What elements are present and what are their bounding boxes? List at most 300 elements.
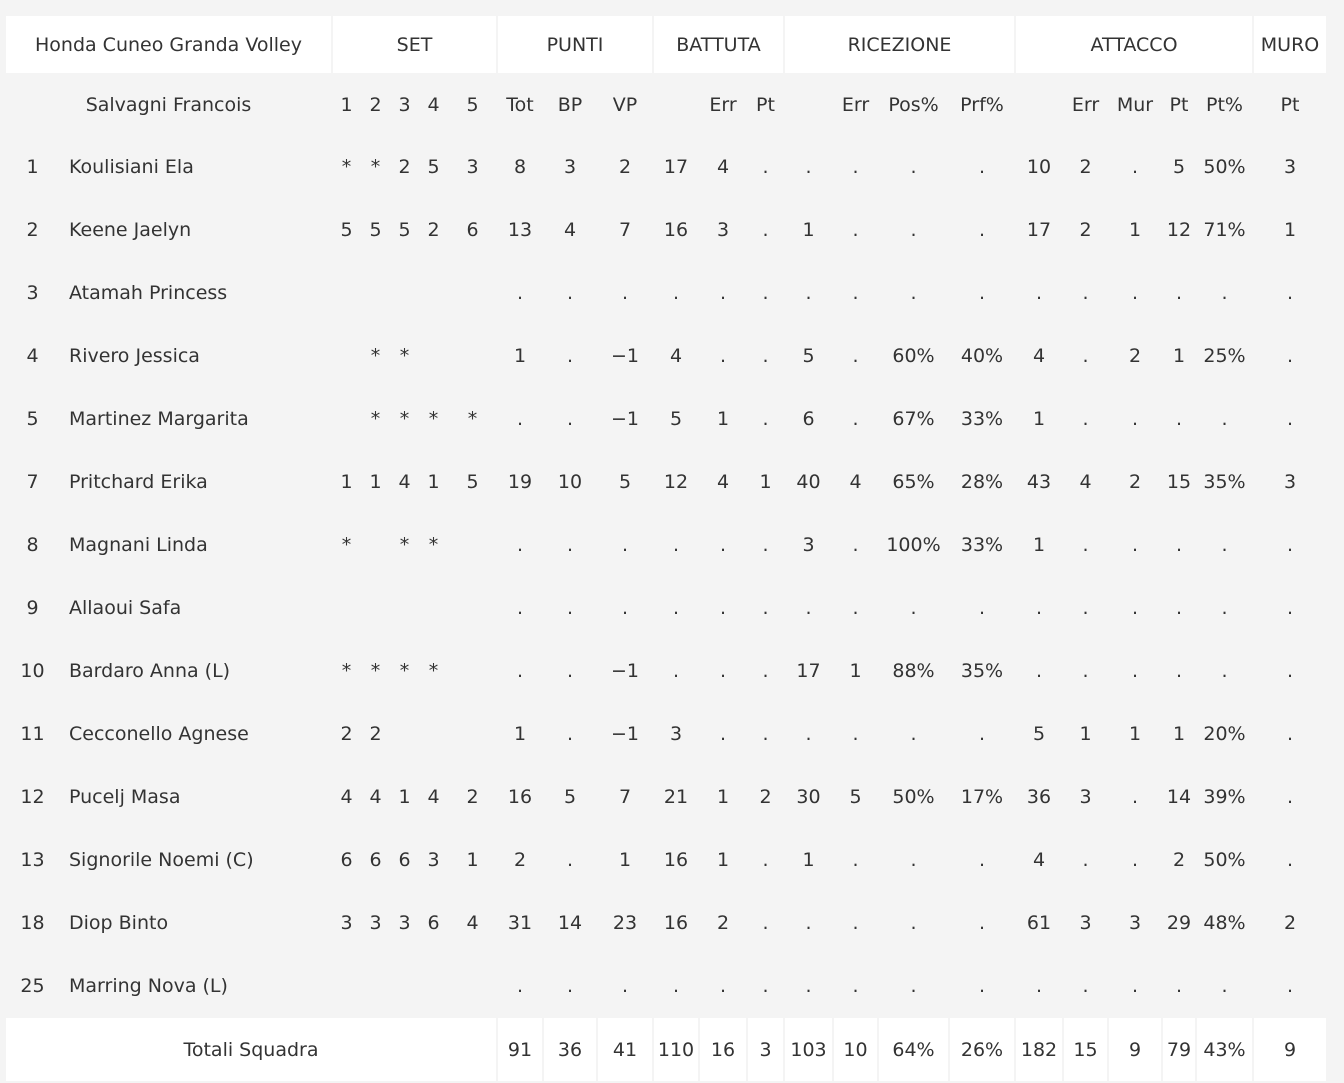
- stat-cell: .: [498, 262, 542, 323]
- stat-cell: 5: [449, 451, 496, 512]
- totals-cell: 110: [654, 1018, 698, 1081]
- sub-header-cell: Pt%: [1197, 75, 1252, 134]
- stat-cell: 2: [1163, 829, 1195, 890]
- player-number: 7: [6, 451, 59, 512]
- group-header-set: SET: [333, 16, 496, 73]
- player-number: 13: [6, 829, 59, 890]
- stat-cell: .: [785, 577, 832, 638]
- sub-header-cell: 3: [391, 75, 418, 134]
- sub-header-cell: Tot: [498, 75, 542, 134]
- player-name: Koulisiani Ela: [61, 136, 331, 197]
- stat-cell: .: [879, 577, 948, 638]
- player-number: 9: [6, 577, 59, 638]
- player-row: [6, 451, 1326, 512]
- totals-cell: 10: [834, 1018, 877, 1081]
- stat-cell: 2: [1109, 451, 1161, 512]
- stat-cell: .: [1254, 640, 1326, 701]
- stat-cell: .: [834, 892, 877, 953]
- stat-cell: −1: [598, 703, 652, 764]
- stat-cell: .: [700, 514, 746, 575]
- player-row: [6, 829, 1326, 890]
- stat-cell: 39%: [1197, 766, 1252, 827]
- stat-cell: 7: [598, 199, 652, 260]
- totals-cell: 43%: [1197, 1018, 1252, 1081]
- stat-cell: .: [544, 262, 596, 323]
- stat-cell: .: [834, 955, 877, 1016]
- stat-cell: 14: [1163, 766, 1195, 827]
- stat-cell: .: [748, 955, 783, 1016]
- player-number: 18: [6, 892, 59, 953]
- stat-cell: .: [1254, 388, 1326, 449]
- stat-cell: .: [834, 199, 877, 260]
- stat-cell: .: [785, 703, 832, 764]
- stat-cell: *: [362, 136, 389, 197]
- stat-cell: 1: [1016, 388, 1062, 449]
- player-row: [6, 892, 1326, 953]
- stat-cell: 1: [1163, 703, 1195, 764]
- stat-cell: .: [1163, 640, 1195, 701]
- stat-cell: .: [498, 514, 542, 575]
- stat-cell: [391, 955, 418, 1016]
- stat-cell: [333, 577, 360, 638]
- stat-cell: [420, 325, 447, 386]
- stat-cell: 10: [1016, 136, 1062, 197]
- stat-cell: .: [1163, 955, 1195, 1016]
- sub-header-cell: 2: [362, 75, 389, 134]
- stat-cell: .: [950, 577, 1014, 638]
- stat-cell: [449, 703, 496, 764]
- stat-cell: .: [1254, 577, 1326, 638]
- stat-cell: .: [1254, 955, 1326, 1016]
- group-header-attacco: ATTACCO: [1016, 16, 1252, 73]
- player-row: [6, 325, 1326, 386]
- stat-cell: 3: [420, 829, 447, 890]
- stat-cell: 17%: [950, 766, 1014, 827]
- player-name: Allaoui Safa: [61, 577, 331, 638]
- stat-cell: *: [391, 325, 418, 386]
- player-name: Atamah Princess: [61, 262, 331, 323]
- stat-cell: 60%: [879, 325, 948, 386]
- stat-cell: .: [1197, 577, 1252, 638]
- stat-cell: .: [1064, 829, 1107, 890]
- player-name: Magnani Linda: [61, 514, 331, 575]
- player-row: [6, 199, 1326, 260]
- stat-cell: .: [950, 955, 1014, 1016]
- stat-cell: 50%: [879, 766, 948, 827]
- stat-cell: .: [654, 640, 698, 701]
- stats-table: [4, 14, 1328, 1083]
- sub-header-cell: Err: [700, 75, 746, 134]
- stat-cell: *: [362, 325, 389, 386]
- stat-cell: 6: [362, 829, 389, 890]
- player-number: 11: [6, 703, 59, 764]
- stat-cell: *: [449, 388, 496, 449]
- stat-cell: 6: [333, 829, 360, 890]
- stat-cell: .: [1254, 829, 1326, 890]
- stat-cell: *: [333, 514, 360, 575]
- stat-cell: .: [1109, 262, 1161, 323]
- stat-cell: .: [879, 955, 948, 1016]
- stat-cell: .: [879, 262, 948, 323]
- stat-cell: .: [1163, 577, 1195, 638]
- stat-cell: .: [654, 955, 698, 1016]
- stat-cell: 16: [654, 829, 698, 890]
- stat-cell: .: [879, 703, 948, 764]
- stat-cell: .: [700, 262, 746, 323]
- stat-cell: *: [333, 640, 360, 701]
- stat-cell: .: [1109, 577, 1161, 638]
- stat-cell: 5: [420, 136, 447, 197]
- player-row: [6, 703, 1326, 764]
- stat-cell: 1: [333, 451, 360, 512]
- stat-cell: [420, 577, 447, 638]
- stat-cell: .: [598, 955, 652, 1016]
- totals-cell: 91: [498, 1018, 542, 1081]
- stat-cell: 5: [785, 325, 832, 386]
- stat-cell: *: [333, 136, 360, 197]
- stat-cell: .: [1016, 640, 1062, 701]
- stat-cell: 16: [654, 199, 698, 260]
- coach-name: Salvagni Francois: [6, 75, 331, 134]
- stat-cell: *: [420, 640, 447, 701]
- stat-cell: .: [654, 577, 698, 638]
- stat-cell: .: [834, 136, 877, 197]
- totals-cell: 36: [544, 1018, 596, 1081]
- stat-cell: .: [1064, 514, 1107, 575]
- stat-cell: [391, 262, 418, 323]
- stat-cell: *: [362, 640, 389, 701]
- stat-cell: 1: [420, 451, 447, 512]
- stat-cell: .: [544, 829, 596, 890]
- stat-cell: 2: [333, 703, 360, 764]
- stat-cell: 50%: [1197, 829, 1252, 890]
- stat-cell: 88%: [879, 640, 948, 701]
- stat-cell: .: [1109, 388, 1161, 449]
- stat-cell: .: [1163, 514, 1195, 575]
- totals-cell: 16: [700, 1018, 746, 1081]
- stat-cell: .: [950, 199, 1014, 260]
- stat-cell: [449, 577, 496, 638]
- stat-cell: 13: [498, 199, 542, 260]
- stat-cell: .: [879, 199, 948, 260]
- stat-cell: −1: [598, 388, 652, 449]
- stat-cell: 4: [420, 766, 447, 827]
- stat-cell: 12: [1163, 199, 1195, 260]
- player-row: [6, 766, 1326, 827]
- stat-cell: 1: [498, 703, 542, 764]
- stat-cell: 1: [449, 829, 496, 890]
- player-number: 1: [6, 136, 59, 197]
- stat-cell: 61: [1016, 892, 1062, 953]
- stat-cell: .: [1109, 766, 1161, 827]
- player-number: 8: [6, 514, 59, 575]
- stat-cell: 16: [654, 892, 698, 953]
- stat-cell: .: [1254, 766, 1326, 827]
- sub-header-cell: Pos%: [879, 75, 948, 134]
- stat-cell: −1: [598, 640, 652, 701]
- stat-cell: 2: [391, 136, 418, 197]
- sub-header-cell: [654, 75, 698, 134]
- stat-cell: 14: [544, 892, 596, 953]
- stat-cell: .: [498, 640, 542, 701]
- stat-cell: .: [1109, 829, 1161, 890]
- stat-cell: 25%: [1197, 325, 1252, 386]
- totals-cell: 103: [785, 1018, 832, 1081]
- totals-cell: 26%: [950, 1018, 1014, 1081]
- stat-cell: .: [950, 892, 1014, 953]
- stat-cell: .: [544, 955, 596, 1016]
- scoreboard: [4, 14, 1328, 1083]
- stat-cell: .: [700, 325, 746, 386]
- stat-cell: −1: [598, 325, 652, 386]
- stat-cell: 4: [362, 766, 389, 827]
- stat-cell: .: [879, 892, 948, 953]
- player-row: [6, 955, 1326, 1016]
- group-header-punti: PUNTI: [498, 16, 652, 73]
- stat-cell: 5: [1016, 703, 1062, 764]
- sub-header-cell: Err: [1064, 75, 1107, 134]
- sub-header-cell: Mur: [1109, 75, 1161, 134]
- stat-cell: 43: [1016, 451, 1062, 512]
- stat-cell: 4: [391, 451, 418, 512]
- stat-cell: 1: [498, 325, 542, 386]
- stat-cell: 19: [498, 451, 542, 512]
- stat-cell: 1: [1163, 325, 1195, 386]
- stat-cell: 3: [700, 199, 746, 260]
- stat-cell: 10: [544, 451, 596, 512]
- stat-cell: 3: [1064, 766, 1107, 827]
- sub-header-cell: Pt: [1163, 75, 1195, 134]
- stat-cell: .: [498, 577, 542, 638]
- stat-cell: [449, 262, 496, 323]
- stat-cell: 23: [598, 892, 652, 953]
- player-name: Signorile Noemi (C): [61, 829, 331, 890]
- stat-cell: .: [748, 892, 783, 953]
- stat-cell: 8: [498, 136, 542, 197]
- stat-cell: 65%: [879, 451, 948, 512]
- stat-cell: 1: [1109, 199, 1161, 260]
- player-row: [6, 262, 1326, 323]
- stat-cell: .: [544, 577, 596, 638]
- stat-cell: 1: [785, 829, 832, 890]
- stat-cell: .: [1163, 262, 1195, 323]
- stat-cell: .: [1254, 703, 1326, 764]
- stat-cell: 6: [785, 388, 832, 449]
- stat-cell: 33%: [950, 514, 1014, 575]
- stat-cell: 16: [498, 766, 542, 827]
- stat-cell: 50%: [1197, 136, 1252, 197]
- stat-cell: .: [598, 577, 652, 638]
- stat-cell: 5: [362, 199, 389, 260]
- stat-cell: 3: [1064, 892, 1107, 953]
- stat-cell: [420, 703, 447, 764]
- player-number: 4: [6, 325, 59, 386]
- stat-cell: 30: [785, 766, 832, 827]
- stat-cell: .: [544, 514, 596, 575]
- sub-header-cell: 1: [333, 75, 360, 134]
- stat-cell: 2: [362, 703, 389, 764]
- stat-cell: .: [1109, 136, 1161, 197]
- stat-cell: .: [950, 136, 1014, 197]
- stat-cell: 2: [449, 766, 496, 827]
- stat-cell: .: [748, 640, 783, 701]
- stat-cell: 4: [544, 199, 596, 260]
- stat-cell: 2: [1064, 136, 1107, 197]
- stat-cell: .: [544, 388, 596, 449]
- stat-cell: .: [1254, 325, 1326, 386]
- stat-cell: .: [748, 136, 783, 197]
- stat-cell: 2: [1109, 325, 1161, 386]
- sub-header-cell: [785, 75, 832, 134]
- stat-cell: [362, 262, 389, 323]
- stat-cell: 1: [700, 388, 746, 449]
- stat-cell: [362, 514, 389, 575]
- stat-cell: .: [785, 892, 832, 953]
- stat-cell: 1: [700, 829, 746, 890]
- stat-cell: 5: [1163, 136, 1195, 197]
- group-header-muro: MURO: [1254, 16, 1326, 73]
- stat-cell: .: [1064, 388, 1107, 449]
- sub-header-cell: 4: [420, 75, 447, 134]
- stats-body: [6, 16, 1326, 1081]
- stat-cell: 4: [449, 892, 496, 953]
- stat-cell: [449, 955, 496, 1016]
- stat-cell: .: [654, 514, 698, 575]
- stat-cell: 15: [1163, 451, 1195, 512]
- player-number: 12: [6, 766, 59, 827]
- stat-cell: 4: [1016, 829, 1062, 890]
- stat-cell: 1: [700, 766, 746, 827]
- stat-cell: 3: [333, 892, 360, 953]
- sub-header-row: [6, 75, 1326, 134]
- stat-cell: *: [420, 388, 447, 449]
- stat-cell: 2: [420, 199, 447, 260]
- stat-cell: *: [391, 640, 418, 701]
- stat-cell: 3: [1254, 451, 1326, 512]
- stat-cell: 1: [362, 451, 389, 512]
- team-name: Honda Cuneo Granda Volley: [6, 16, 331, 73]
- stat-cell: .: [1254, 262, 1326, 323]
- stat-cell: [362, 955, 389, 1016]
- stat-cell: .: [834, 577, 877, 638]
- stat-cell: 12: [654, 451, 698, 512]
- sub-header-cell: 5: [449, 75, 496, 134]
- sub-header-cell: [1016, 75, 1062, 134]
- stat-cell: 40%: [950, 325, 1014, 386]
- stat-cell: .: [544, 325, 596, 386]
- stat-cell: [333, 325, 360, 386]
- stat-cell: 2: [700, 892, 746, 953]
- stat-cell: 3: [544, 136, 596, 197]
- stat-cell: .: [1197, 955, 1252, 1016]
- stat-cell: 5: [544, 766, 596, 827]
- totals-cell: 64%: [879, 1018, 948, 1081]
- stat-cell: .: [1109, 514, 1161, 575]
- stat-cell: 17: [1016, 199, 1062, 260]
- stat-cell: .: [834, 388, 877, 449]
- player-row: [6, 136, 1326, 197]
- sub-header-cell: BP: [544, 75, 596, 134]
- stat-cell: 21: [654, 766, 698, 827]
- player-number: 5: [6, 388, 59, 449]
- stat-cell: 1: [598, 829, 652, 890]
- totals-cell: 9: [1109, 1018, 1161, 1081]
- stat-cell: .: [950, 703, 1014, 764]
- stat-cell: .: [1197, 514, 1252, 575]
- stat-cell: 17: [654, 136, 698, 197]
- stat-cell: .: [700, 640, 746, 701]
- stat-cell: [333, 262, 360, 323]
- stat-cell: .: [1197, 262, 1252, 323]
- group-header-row: [6, 16, 1326, 73]
- stat-cell: 36: [1016, 766, 1062, 827]
- stat-cell: .: [1109, 955, 1161, 1016]
- stat-cell: [449, 640, 496, 701]
- stat-cell: *: [362, 388, 389, 449]
- stat-cell: [420, 262, 447, 323]
- stat-cell: .: [700, 955, 746, 1016]
- stat-cell: 31: [498, 892, 542, 953]
- stat-cell: 17: [785, 640, 832, 701]
- stat-cell: .: [498, 388, 542, 449]
- stat-cell: 2: [748, 766, 783, 827]
- stat-cell: [449, 514, 496, 575]
- stat-cell: 40: [785, 451, 832, 512]
- group-header-battuta: BATTUTA: [654, 16, 783, 73]
- stat-cell: 1: [1109, 703, 1161, 764]
- stat-cell: .: [785, 262, 832, 323]
- sub-header-cell: Pt: [1254, 75, 1326, 134]
- stat-cell: [449, 325, 496, 386]
- stat-cell: 6: [391, 829, 418, 890]
- stat-cell: .: [1109, 640, 1161, 701]
- stat-cell: 2: [1254, 892, 1326, 953]
- stat-cell: 6: [420, 892, 447, 953]
- player-name: Marring Nova (L): [61, 955, 331, 1016]
- stat-cell: [333, 388, 360, 449]
- stat-cell: 5: [654, 388, 698, 449]
- stat-cell: .: [598, 514, 652, 575]
- stat-cell: *: [391, 388, 418, 449]
- player-name: Pucelj Masa: [61, 766, 331, 827]
- stat-cell: 1: [748, 451, 783, 512]
- stat-cell: .: [1064, 640, 1107, 701]
- player-number: 2: [6, 199, 59, 260]
- stat-cell: .: [748, 829, 783, 890]
- stat-cell: 3: [654, 703, 698, 764]
- stat-cell: .: [950, 829, 1014, 890]
- stat-cell: 5: [598, 451, 652, 512]
- totals-cell: 15: [1064, 1018, 1107, 1081]
- sub-header-cell: VP: [598, 75, 652, 134]
- stat-cell: 48%: [1197, 892, 1252, 953]
- player-number: 10: [6, 640, 59, 701]
- stat-cell: .: [1064, 955, 1107, 1016]
- stat-cell: 20%: [1197, 703, 1252, 764]
- stat-cell: .: [834, 325, 877, 386]
- totals-cell: 3: [748, 1018, 783, 1081]
- player-row: [6, 514, 1326, 575]
- stat-cell: 4: [834, 451, 877, 512]
- stat-cell: .: [700, 577, 746, 638]
- stat-cell: .: [498, 955, 542, 1016]
- sub-header-cell: Pt: [748, 75, 783, 134]
- stat-cell: .: [1064, 325, 1107, 386]
- stat-cell: .: [748, 514, 783, 575]
- stat-cell: 100%: [879, 514, 948, 575]
- player-name: Rivero Jessica: [61, 325, 331, 386]
- stat-cell: 1: [1064, 703, 1107, 764]
